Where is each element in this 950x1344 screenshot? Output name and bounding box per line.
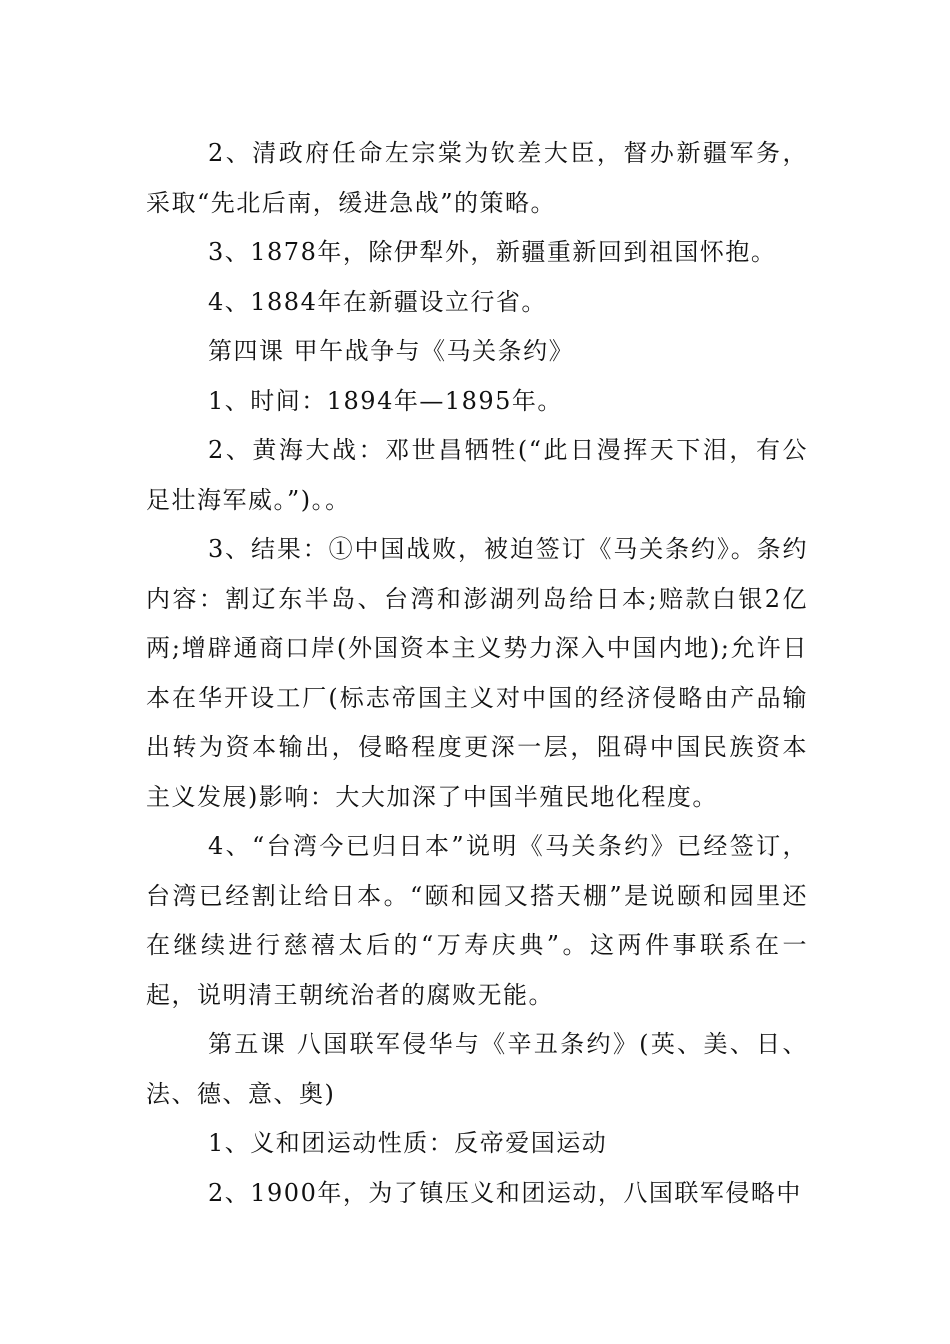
paragraph-boxer-movement: 1、义和团运动性质：反帝爱国运动 xyxy=(208,1129,608,1157)
heading-lesson-four: 第四课 甲午战争与《马关条约》 xyxy=(208,337,575,365)
paragraph-war-time: 1、时间：1894年—1895年。 xyxy=(208,386,563,415)
paragraph-xinjiang-province: 4、1884年在新疆设立行省。 xyxy=(208,287,547,316)
paragraph-taiwan-summer-palace: 4、“台湾今已归日本”说明《马关条约》已经签订，台湾已经割让给日本。“颐和园又搭天棚”是说颐和园里还在继续进行慈禧太后的“万寿庆典”。这两件事联系在一起，说明清王朝统治者的腐败无能。 xyxy=(146,832,808,1009)
paragraph-treaty-result: 3、结果：①中国战败，被迫签订《马关条约》。条约内容：割辽东半岛、台湾和澎湖列岛给日本;赔款白银2亿两;增辟通商口岸(外国资本主义势力深入中国内地);允许日本在华开设工厂(标志帝国主义对中国的经济侵略由产品输出转为资本输出，侵略程度更深一层，阻碍中国民族资本主义发展)影响：大大加深了中国半殖民地化程度。 xyxy=(146,535,808,811)
heading-lesson-five: 第五课 八国联军侵华与《辛丑条约》(英、美、日、法、德、意、奥) xyxy=(146,1030,808,1108)
document-body xyxy=(146,129,808,1218)
paragraph-zuo-zongtang: 2、清政府任命左宗棠为钦差大臣，督办新疆军务，采取“先北后南，缓进急战”的策略。 xyxy=(146,139,808,217)
paragraph-xinjiang-return: 3、1878年，除伊犁外，新疆重新回到祖国怀抱。 xyxy=(208,238,777,266)
paragraph-eight-nation-alliance: 2、1900年，为了镇压义和团运动，八国联军侵略中 xyxy=(208,1178,802,1207)
paragraph-yellow-sea-battle: 2、黄海大战：邓世昌牺牲(“此日漫挥天下泪，有公足壮海军威。”)。。 xyxy=(146,436,808,514)
